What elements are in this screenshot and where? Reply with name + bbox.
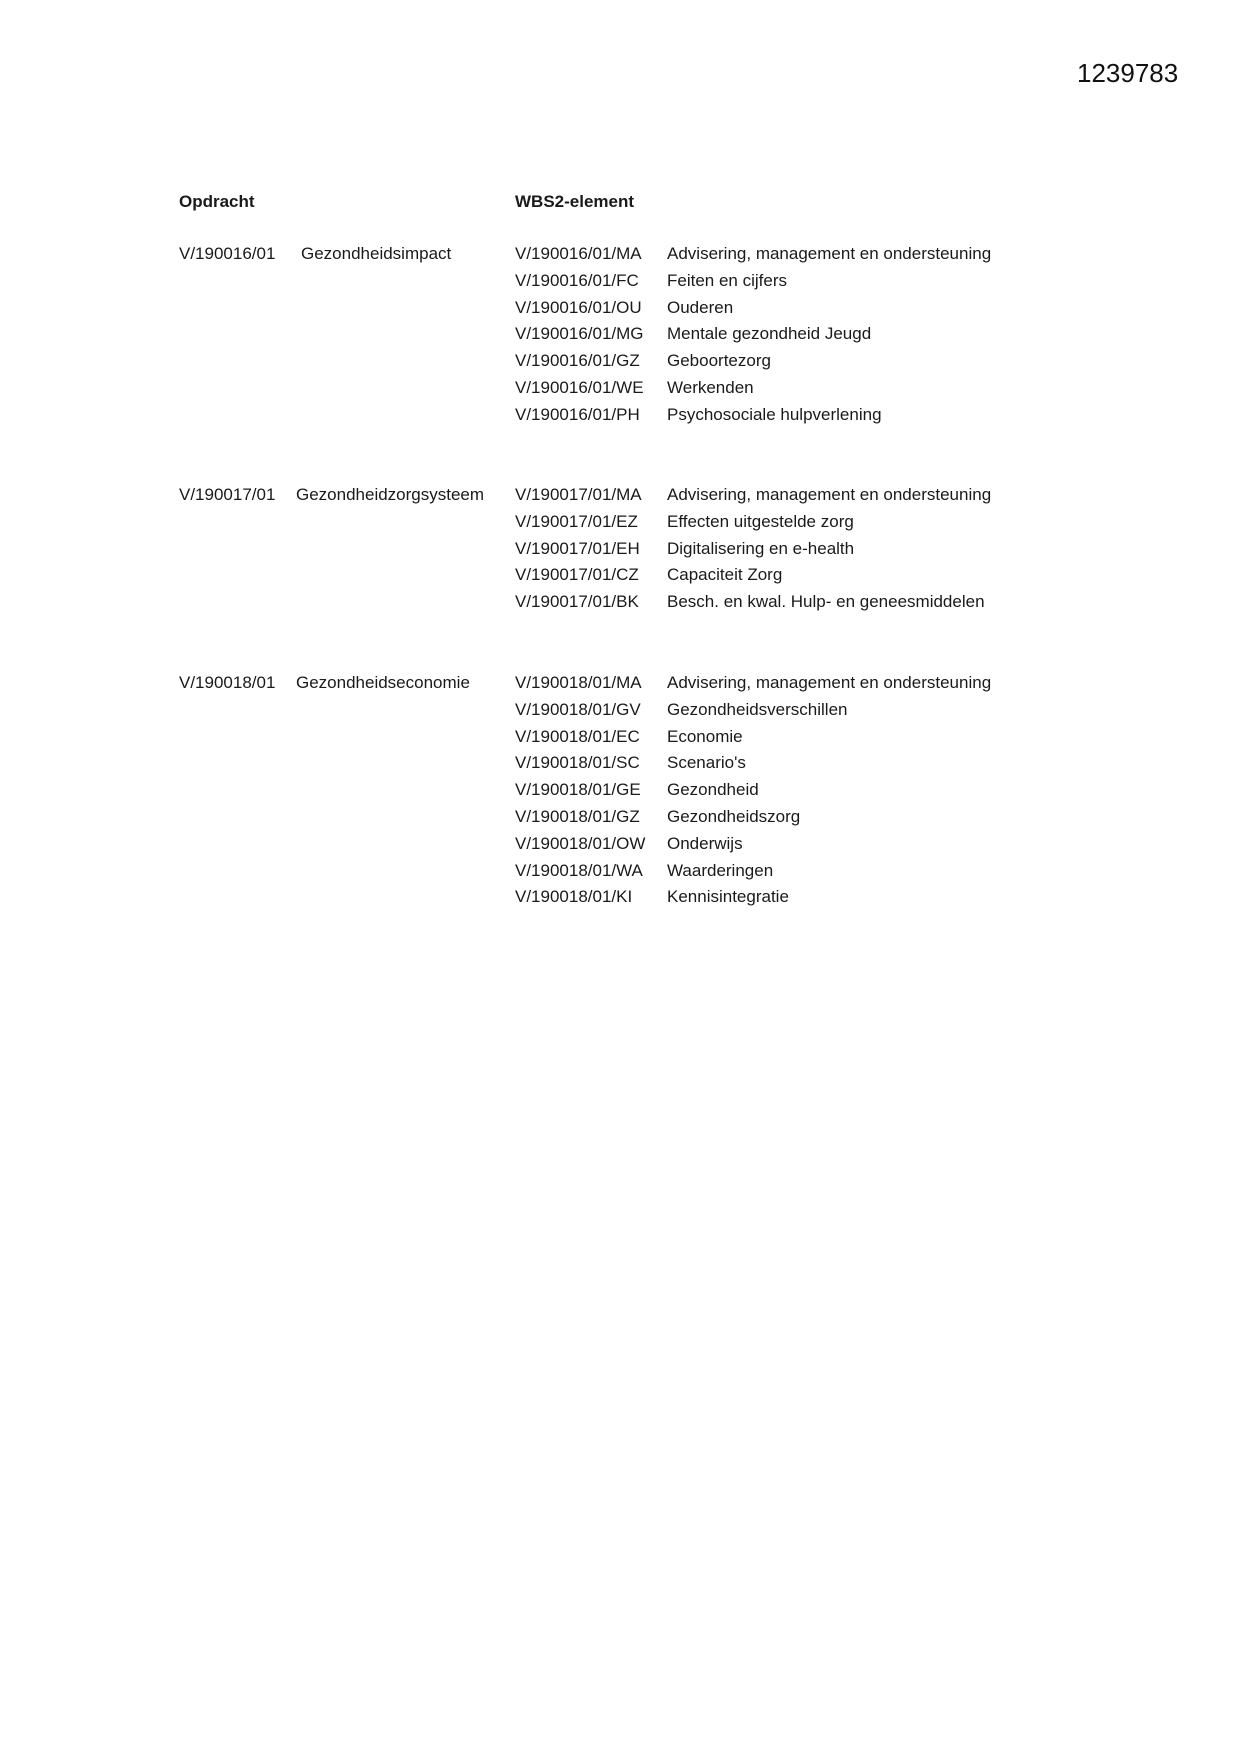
wbs-element-description: Effecten uitgestelde zorg — [667, 511, 854, 531]
wbs-element-code: V/190016/01/OU — [515, 297, 642, 317]
wbs-element-code: V/190018/01/SC — [515, 753, 640, 773]
wbs-element-description: Kennisintegratie — [667, 887, 789, 907]
wbs-element-code: V/190016/01/MA — [515, 244, 642, 263]
wbs-element-description: Werkenden — [667, 377, 754, 397]
header-opdracht: Opdracht — [179, 192, 255, 211]
wbs-element-description: Scenario's — [667, 753, 746, 773]
wbs-element-code: V/190017/01/MA — [515, 485, 642, 504]
wbs-element-description: Waarderingen — [667, 860, 774, 880]
header-wbs2-element: WBS2-element — [515, 192, 635, 211]
assignment-code: V/190018/01 — [179, 673, 276, 692]
assignment-code: V/190016/01 — [179, 244, 276, 263]
wbs-element-code: V/190017/01/EZ — [515, 511, 638, 531]
document-number: 1239783 — [1077, 58, 1179, 88]
wbs-element-code: V/190018/01/MA — [515, 673, 642, 692]
wbs-element-code: V/190016/01/PH — [515, 404, 640, 424]
wbs-element-code: V/190017/01/CZ — [515, 565, 639, 585]
assignment-name: Gezondheidseconomie — [296, 673, 470, 692]
wbs-element-description: Advisering, management en ondersteuning — [667, 673, 992, 692]
wbs-element-description: Digitalisering en e-health — [667, 538, 855, 558]
wbs-element-description: Capaciteit Zorg — [667, 565, 783, 585]
wbs-element-code: V/190018/01/EC — [515, 726, 640, 746]
wbs-element-description: Advisering, management en ondersteuning — [667, 244, 992, 263]
wbs-element-code: V/190017/01/EH — [515, 538, 640, 558]
wbs-element-code: V/190018/01/OW — [515, 833, 646, 853]
wbs-element-code: V/190018/01/GZ — [515, 806, 640, 826]
wbs-element-description: Mentale gezondheid Jeugd — [667, 324, 872, 344]
wbs-element-code: V/190018/01/KI — [515, 887, 633, 907]
assignment-name: Gezondheidzorgsysteem — [296, 485, 485, 504]
wbs-element-description: Advisering, management en ondersteuning — [667, 485, 992, 504]
assignment-code: V/190017/01 — [179, 485, 276, 504]
wbs-element-description: Economie — [667, 726, 743, 746]
wbs-element-description: Gezondheidszorg — [667, 806, 801, 826]
wbs-element-code: V/190017/01/BK — [515, 592, 639, 612]
wbs-element-code: V/190018/01/GE — [515, 780, 641, 800]
wbs-element-description: Feiten en cijfers — [667, 270, 787, 290]
wbs-element-code: V/190016/01/FC — [515, 270, 639, 290]
wbs-element-code: V/190016/01/GZ — [515, 351, 640, 371]
wbs-element-description: Ouderen — [667, 297, 734, 317]
wbs-element-description: Psychosociale hulpverlening — [667, 404, 882, 424]
assignment-name: Gezondheidsimpact — [301, 244, 452, 263]
wbs-element-code: V/190018/01/WA — [515, 860, 643, 880]
wbs-element-code: V/190016/01/WE — [515, 377, 644, 397]
wbs-element-description: Gezondheid — [667, 780, 759, 800]
wbs-element-description: Geboortezorg — [667, 351, 771, 371]
wbs-element-code: V/190018/01/GV — [515, 699, 641, 719]
wbs-element-description: Gezondheidsverschillen — [667, 699, 848, 719]
wbs-element-description: Besch. en kwal. Hulp- en geneesmiddelen — [667, 592, 985, 612]
wbs-element-code: V/190016/01/MG — [515, 324, 644, 344]
wbs-element-description: Onderwijs — [667, 833, 743, 853]
